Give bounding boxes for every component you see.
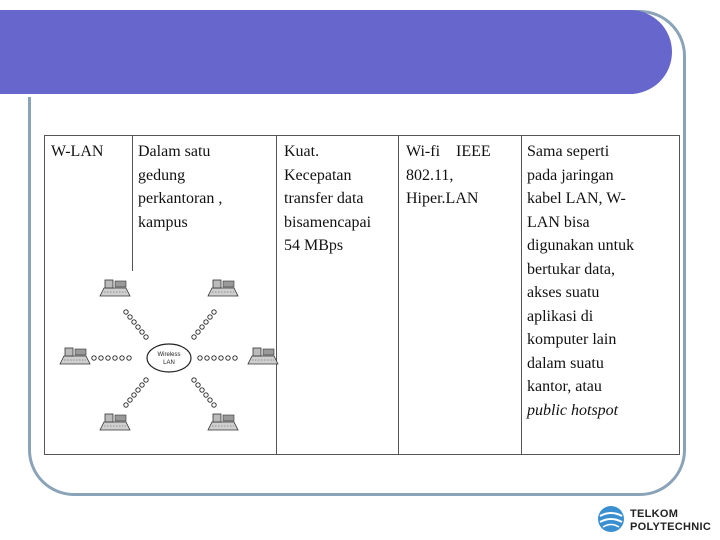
cell-line: kampus: [138, 213, 188, 231]
cell-line: kantor, atau: [527, 378, 602, 395]
telephone-icon: [100, 414, 130, 430]
cell-line: bertukar data,: [527, 260, 615, 278]
cell-line: Wi-fi IEEE: [406, 143, 491, 160]
cell-line-italic: public hotspot: [527, 401, 619, 419]
telkom-polytechnic-logo: [596, 500, 716, 536]
cell-line: perkantoran ,: [138, 190, 223, 207]
column-divider: [398, 136, 399, 454]
cell-line: bisamencapai: [284, 213, 372, 231]
wireless-lan-hub: [147, 344, 191, 372]
cell-standard: [406, 140, 491, 211]
cell-line: 54 MBps: [284, 237, 344, 254]
telephone-icon: [208, 414, 238, 430]
cell-line: transfer data: [284, 190, 364, 207]
header-rule: [0, 94, 640, 97]
telephone-icon: [208, 280, 238, 296]
cell-speed: [284, 140, 371, 258]
cell-line: komputer lain: [527, 331, 617, 348]
cell-line: digunakan untuk: [527, 237, 635, 254]
cell-line: LAN bisa: [527, 213, 590, 231]
cell-line: Sama seperti: [527, 143, 610, 160]
cell-line: dalam suatu: [527, 354, 604, 372]
cell-technology: [51, 140, 103, 164]
cell-line: pada jaringan: [527, 166, 614, 184]
telephone-icon: [60, 348, 90, 364]
telephone-icon: [100, 280, 130, 296]
header-band: [0, 10, 672, 94]
logo-line2: POLYTECHNIC: [630, 521, 712, 533]
cell-line: akses suatu: [527, 284, 600, 301]
hub-label-line2: LAN: [163, 360, 175, 366]
column-divider: [521, 136, 522, 454]
cell-line: W-LAN: [51, 143, 104, 160]
cell-line: Kuat.: [284, 143, 320, 160]
wireless-lan-diagram: [58, 272, 280, 444]
cell-description: [527, 140, 634, 422]
cell-coverage: [138, 140, 222, 234]
cell-line: Kecepatan: [284, 166, 352, 184]
cell-line: Hiper.LAN: [406, 190, 479, 207]
cell-line: kabel LAN, W-: [527, 190, 626, 207]
cell-line: 802.11,: [406, 166, 454, 184]
telephone-icon: [248, 348, 278, 364]
cell-line: gedung: [138, 166, 186, 184]
globe-icon: [596, 504, 626, 534]
cell-line: aplikasi di: [527, 307, 594, 325]
logo-line1: TELKOM: [630, 508, 679, 520]
column-divider: [132, 136, 133, 271]
hub-label-line1: Wireless: [157, 352, 181, 358]
cell-line: Dalam satu: [138, 143, 211, 160]
